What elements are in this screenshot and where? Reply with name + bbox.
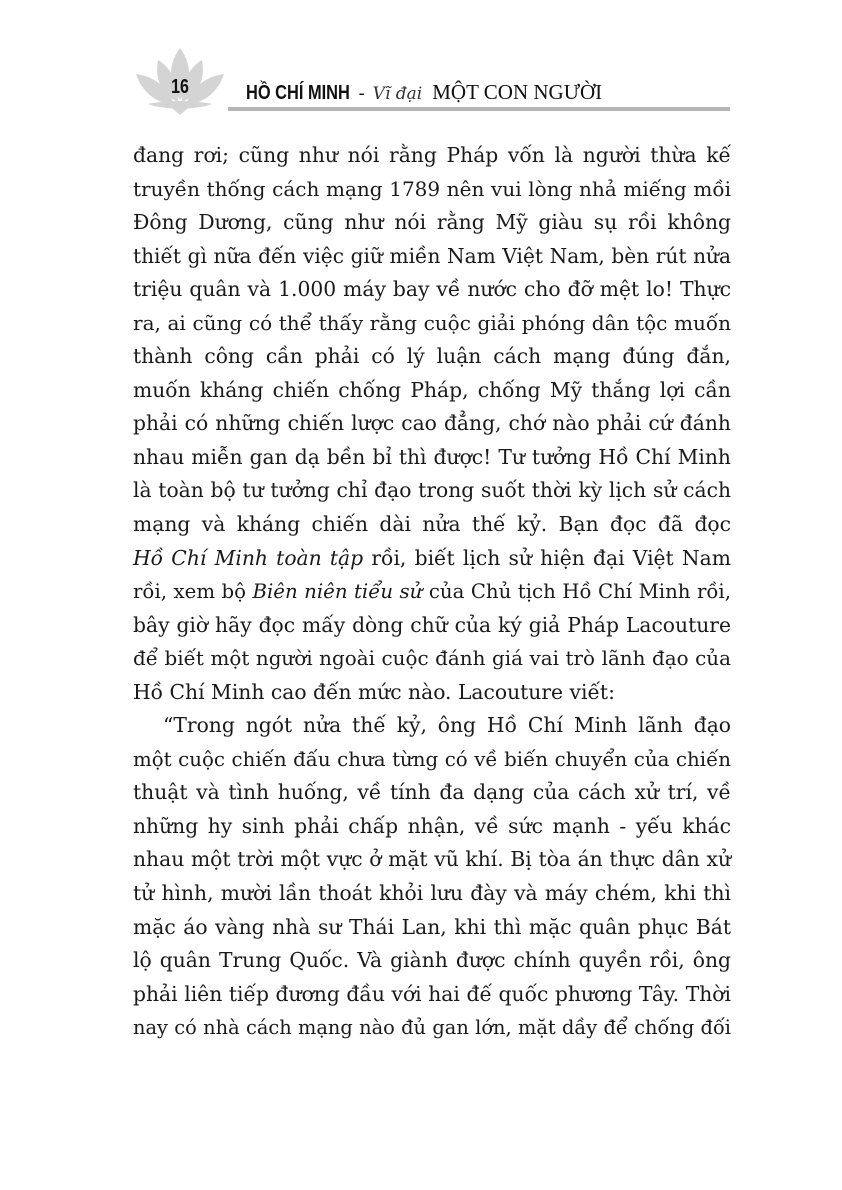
line-text: là toàn bộ tư tưởng chỉ đạo trong suốt thời kỳ lịch sử cách [133,478,731,503]
title-serif: MỘT CON NGƯỜI [432,80,603,104]
text-line [133,240,731,274]
text-line [133,273,731,307]
line-text: muốn kháng chiến chống Pháp, chống Mỹ thắng lợi cần [133,377,731,402]
title-bold: HỒ CHÍ MINH [246,82,350,104]
text-line [133,843,731,877]
text-line [133,441,731,475]
text-line [133,676,731,710]
line-text: rồi, xem bộ [133,580,253,604]
line-text: rồi, biết lịch sử hiện đại Việt Nam [363,545,731,570]
text-line [133,709,731,743]
line-text: những hy sinh phải chấp nhận, về sức mạnh - yếu khác [133,813,731,838]
page-number: 16 [171,76,189,98]
text-line [133,911,731,945]
line-text: nay có nhà cách mạng nào đủ gan lớn, mặt dầy để chống đối [133,1016,731,1040]
title-dash: - [358,83,365,103]
line-text: phải liên tiếp đương đầu với hai đế quốc phương Tây. Thời [133,981,731,1006]
text-line [133,609,731,643]
line-text: truyền thống cách mạng 1789 nên vui lòng nhả miếng mồi [133,176,731,201]
line-text: của Chủ tịch Hồ Chí Minh rồi, [422,580,732,604]
text-line [133,206,731,240]
book-title-italic: Hồ Chí Minh toàn tập [133,545,364,570]
text-line [133,474,731,508]
line-text: mặc áo vàng nhà sư Thái Lan, khi thì mặc quân phục Bát [133,914,731,939]
running-title [246,80,602,105]
line-text: Đông Dương, cũng như nói rằng Mỹ giàu sụ rồi không [133,210,731,235]
line-text: thiết gì nữa đến việc giữ miền Nam Việt Nam, bèn rút nửa [133,243,731,268]
text-line [133,407,731,441]
line-text: nhau một trời một vực ở mặt vũ khí. Bị tòa án thực dân xử [133,847,731,872]
line-text: triệu quân và 1.000 máy bay về nước cho đỡ mệt lo! Thực [133,277,731,302]
body-text [133,139,731,1045]
text-line [133,810,731,844]
text-line [133,374,731,408]
line-text: tử hình, mười lần thoát khỏi lưu đày và máy chém, khi thì [133,881,731,906]
text-line [133,877,731,911]
running-header [0,0,842,130]
text-line [133,508,731,542]
text-line [133,307,731,341]
line-text: phải có những chiến lược cao đẳng, chớ nào phải cứ đánh [133,411,731,436]
text-line [133,978,731,1012]
text-line [133,542,731,576]
text-line [133,340,731,374]
line-text: ra, ai cũng có thể thấy rằng cuộc giải phóng dân tộc muốn [133,310,731,335]
line-text: đang rơi; cũng như nói rằng Pháp vốn là người thừa kế [133,143,731,167]
line-text: lộ quân Trung Quốc. Và giành được chính quyền rồi, ông [133,948,731,973]
line-text: mạng và kháng chiến dài nửa thế kỷ. Bạn đọc đã đọc [133,512,731,537]
line-text: một cuộc chiến đấu chưa từng có về biến chuyển của chiến [133,747,731,771]
line-text: để biết một người ngoài cuộc đánh giá vai trò lãnh đạo của [133,647,731,671]
book-title-italic: Biên niên tiểu sử [252,580,423,604]
text-line [133,642,731,676]
line-text: bây giờ hãy đọc mấy dòng chữ của ký giả Pháp Lacouture [133,612,731,637]
text-line [133,743,731,777]
line-text: thành công cần phải có lý luận cách mạng đúng đắn, [133,344,731,369]
text-line [133,139,731,173]
text-line [133,1011,731,1045]
text-line [133,173,731,207]
line-text: thuật và tình huống, về tính đa dạng của cách xử trí, về [133,780,731,805]
title-script: Vĩ đại [372,84,423,104]
text-line [133,575,731,609]
line-text: Hồ Chí Minh cao đến mức nào. Lacouture viết: [133,679,615,704]
header-rule [228,107,730,111]
line-text: “Trong ngót nửa thế kỷ, ông Hồ Chí Minh lãnh đạo [163,713,731,738]
text-line [133,776,731,810]
line-text: nhau miễn gan dạ bền bỉ thì được! Tư tưởng Hồ Chí Minh [133,444,731,469]
text-line [133,944,731,978]
